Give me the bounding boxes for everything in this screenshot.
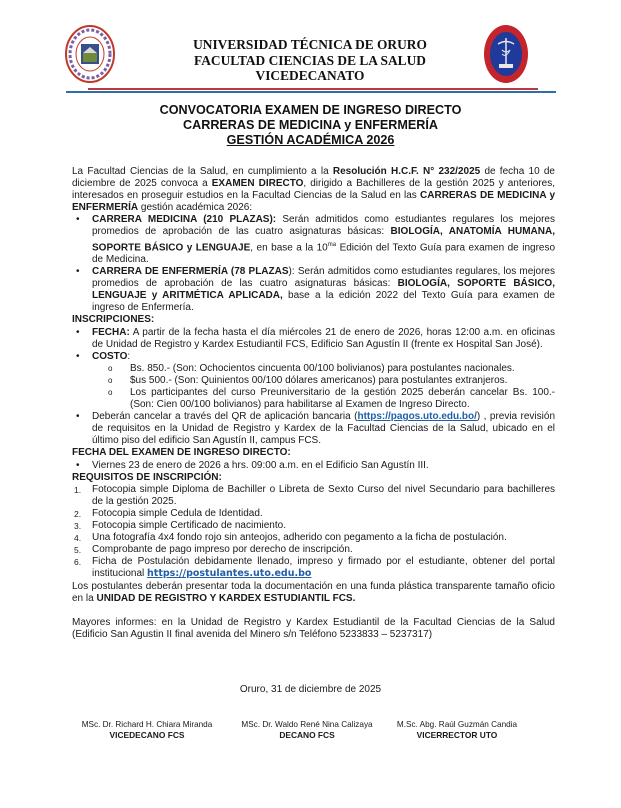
requirement-item: [72, 484, 555, 508]
requirement-text: Fotocopia simple Diploma de Bachiller o Libreta de Sexto Curso del nivel Secundario para bachilleres de la gestión 2025.: [92, 483, 555, 507]
requirement-text: Fotocopia simple Certificado de nacimiento.: [92, 520, 286, 532]
career-desc: Serán admitidos como estudiantes regulares los mejores promedios de aprobación de las cuatro asignaturas básicas:: [92, 214, 555, 238]
health-faculty-seal-icon: [483, 24, 529, 84]
career-subjects: BIOLOGÍA, SOPORTE BÁSICO, LENGUAJE y ARITMÉTICA APLICADA,: [92, 278, 555, 302]
cost-item: o Los participantes del curso Preuniversitario de la gestión 2025 deberán cancelar Bs. 100.- (Son: Cien 00/100 bolivianos) para habilitarse al Examen de Ingreso Directo.: [104, 387, 555, 411]
header-divider-blue: [66, 91, 556, 93]
career-title: CARRERA MEDICINA (210 PLAZAS):: [92, 214, 277, 226]
inscripciones-heading: INSCRIPCIONES:: [72, 314, 155, 326]
career-desc-3: Edición del Texto Guía para examen de ingreso de Medicina.: [92, 241, 556, 265]
title-line-3: GESTIÓN ACADÉMICA 2026: [226, 133, 395, 147]
careers-ref: CARRERAS DE MEDICINA y ENFERMERÍA: [72, 190, 556, 214]
costo-label: COSTO: [92, 350, 128, 362]
career-title: CARRERA DE ENFERMERÍA (78 PLAZAS: [92, 266, 289, 278]
payment-link[interactable]: https://pagos.uto.edu.bo/: [357, 411, 477, 423]
postulantes-link[interactable]: https://postulantes.uto.edu.bo: [147, 568, 312, 580]
payment-text-1: Deberán cancelar a través del QR de aplicación bancaria (: [92, 411, 358, 423]
signature-vicerrector: [382, 720, 532, 740]
faculty-name: FACULTAD CIENCIAS DE LA SALUD: [194, 52, 426, 68]
resolution-ref: Resolución H.C.F. N° 232/2025: [332, 166, 481, 177]
fecha-text: A partir de la fecha hasta el día miércoles 21 de enero de 2026, horas 12:00 a.m. en oficinas de Unidad de Registro y Kardex Estudiantil FCS, Edificio San Agustín II (frente ex Hospital San José).: [92, 326, 555, 350]
requirement-item: [72, 532, 555, 544]
requirement-text: Ficha de Postulación debidamente llenado, impreso y firmado por el estudiante, obtener del portal institucional: [92, 556, 555, 580]
cost-item: o $us 500.- (Son: Quinientos 00/100 dólares americanos) para postulantes extranjeros.: [104, 375, 555, 387]
header-divider-red: [88, 88, 538, 90]
institution-header: [150, 37, 470, 84]
intro-text-1: La Facultad Ciencias de la Salud, en cumplimiento a la: [72, 166, 333, 177]
edition-superscript: ma: [327, 241, 337, 248]
career-desc-2: , en base a la 10: [250, 241, 328, 253]
signature-decano: [232, 720, 382, 740]
university-name: UNIVERSIDAD TÉCNICA DE ORURO: [193, 37, 427, 52]
requirement-number: 2.: [74, 508, 82, 519]
university-seal-icon: [65, 25, 115, 83]
requirement-item: [72, 520, 555, 532]
requirement-number: 4.: [74, 533, 82, 544]
intro-text-3: , dirigido a Bachilleres de la gestión 2025 y anteriores, interesados en proseguir estudios en la Facultad Ciencias de la Salud en las: [72, 178, 555, 202]
requirement-number: 1.: [74, 484, 82, 495]
signature-vicedecano: [72, 720, 222, 740]
signatory-name: M.Sc. Abg. Raúl Guzmán Candia: [396, 720, 518, 729]
costo-item: [72, 351, 555, 363]
info-paragraph: Mayores informes: en la Unidad de Registro y Kardex Estudiantil de la Facultad Ciencias de la Salud (Edificio San Agustin II final avenida del Minero s/n Teléfono 5233833 – 5237317): [72, 616, 555, 640]
signatory-role: DECANO FCS: [279, 730, 335, 740]
requirement-item: [72, 556, 555, 580]
fecha-item: [72, 327, 555, 351]
cost-list: [104, 363, 555, 411]
cost-item: o Bs. 850.- (Son: Ochocientos cincuenta 00/100 bolivianos) para postulantes nacionales.: [104, 363, 555, 375]
office-name: VICEDECANATO: [255, 68, 365, 83]
requirement-text: Comprobante de pago impreso por derecho de inscripción.: [92, 544, 353, 556]
signatory-name: MSc. Dr. Richard H. Chiara Miranda: [81, 720, 213, 729]
issue-date: Oruro, 31 de diciembre de 2025: [239, 684, 382, 695]
closing-text: Los postulantes deberán presentar toda la documentación en una funda plástica transparente tamaño oficio en la: [72, 580, 555, 604]
requisitos-heading: REQUISITOS DE INSCRIPCIÓN:: [72, 471, 222, 483]
requirement-number: 6.: [74, 557, 82, 568]
exam-date: • Viernes 23 de enero de 2026 a hrs. 09:00 a.m. en el Edificio San Agustín III.: [72, 460, 555, 472]
signatory-name: MSc. Dr. Waldo René Nina Calizaya: [241, 720, 373, 729]
career-desc-2: base a la edición 2022 del Texto Guía para examen de ingreso de Enfermería.: [92, 290, 555, 314]
requirement-number: 3.: [74, 521, 82, 532]
closing-office: UNIDAD DE REGISTRO Y KARDEX ESTUDIANTIL FCS.: [96, 592, 356, 604]
signatory-role: VICERRECTOR UTO: [416, 730, 498, 740]
career-desc: ): Serán admitidos como estudiantes regulares, los mejores promedios de aprobación de las cuatro asignaturas básicas:: [92, 266, 555, 290]
exam-heading: FECHA DEL EXAMEN DE INGRESO DIRECTO:: [72, 447, 291, 459]
announcement-title: [100, 103, 521, 148]
career-subjects: BIOLOGÍA, ANATOMÍA HUMANA, SOPORTE BÁSICO y LENGUAJE: [92, 226, 555, 253]
requirement-number: 5.: [74, 545, 82, 556]
announcement-body: [72, 166, 555, 641]
title-line-2: CARRERAS DE MEDICINA y ENFERMERÍA: [183, 118, 438, 132]
payment-text-2: ) , previa revisión de requisitos en la Unidad de Registro y Kardex de la Facultad Ciencias de la Salud, ubicado en el último piso del edificio San Agustín II, campus FCS.: [92, 411, 556, 447]
title-line-1: CONVOCATORIA EXAMEN DE INGRESO DIRECTO: [159, 103, 462, 117]
intro-paragraph: [72, 166, 555, 214]
requirement-item: [72, 544, 555, 556]
requirement-text: Fotocopia simple Cedula de Identidad.: [92, 507, 263, 519]
fecha-label: FECHA:: [92, 326, 130, 338]
signatory-role: VICEDECANO FCS: [109, 730, 185, 740]
requirement-item: [72, 508, 555, 520]
intro-text-4: gestión académica 2026:: [138, 202, 253, 214]
career-enfermeria: [72, 266, 555, 314]
intro-text-2: de fecha 10 de diciembre de 2025 convoca a: [72, 166, 555, 190]
exam-type: EXAMEN DIRECTO: [211, 178, 304, 190]
career-medicina: [72, 214, 555, 266]
payment-item: [72, 411, 555, 447]
requirement-text: Una fotografía 4x4 fondo rojo sin anteojos, adherido con pegamento a la ficha de postulación.: [92, 532, 507, 544]
closing-paragraph: [72, 581, 555, 605]
costo-colon: :: [127, 350, 131, 362]
